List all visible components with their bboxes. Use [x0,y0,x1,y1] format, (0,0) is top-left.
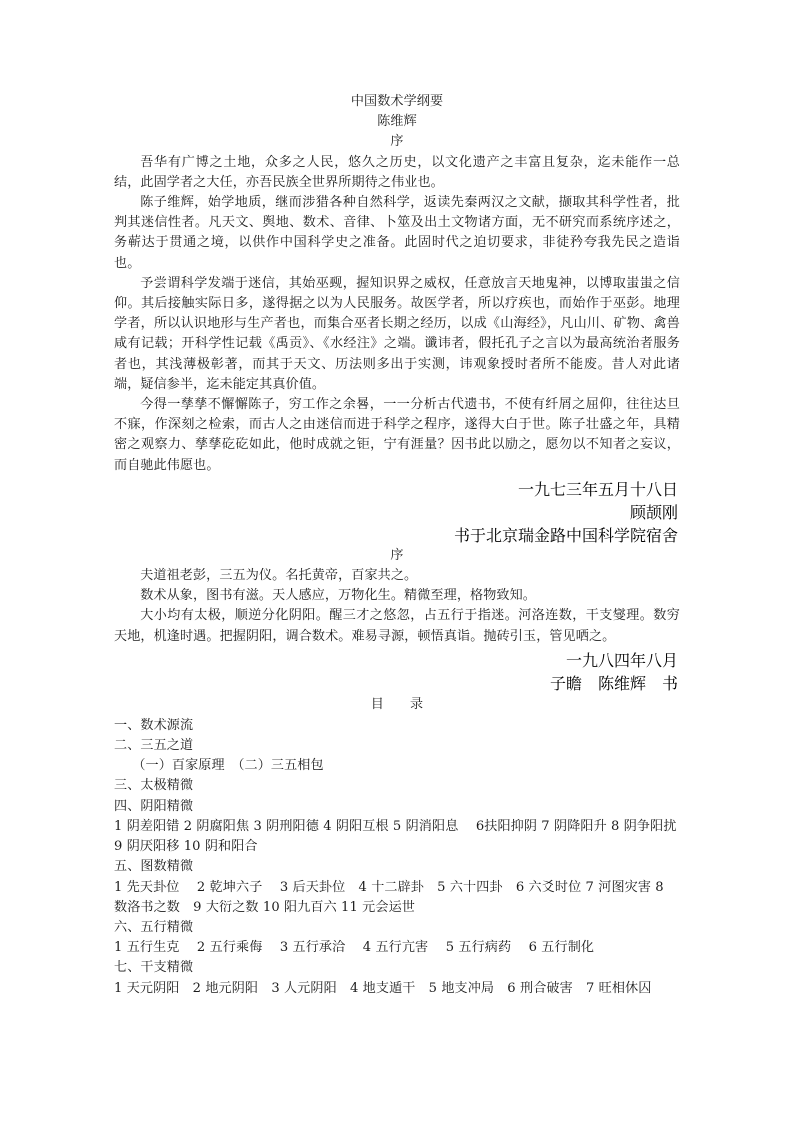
toc-entry-items[interactable]: 1 先天卦位 2 乾坤六子 3 后天卦位 4 十二辟卦 5 六十四卦 6 六爻时位 7 河图灾害 8 数洛书之数 9 大衍之数 10 阳九百六 11 元会运世 [114,879,668,915]
preface1-paragraph-2: 陈子维辉，始学地质，继而涉猎各种自然科学，返读先秦两汉之文献，撷取其科学性者，批判其迷信性者。凡天文、舆地、数术、音律、卜筮及出土文物诸方面，无不研究而系统序述之，务蕲达于贯通之境，以供作中国科学史之准备。此固时代之迫切要求，非徒矜夸我先民之造诣也。 [114,195,680,271]
toc-entry-chapter[interactable]: 七、干支精微 [114,960,194,976]
document-title: 中国数术学纲要 [350,94,444,109]
preface2-sign-date: 一九八四年八月 [565,650,678,670]
preface2-paragraph-3: 大小均有太极，顺逆分化阴阳。醒三才之悠忽，占五行于指迷。河洛连数，干支燮理。数穷天地，机逢时遇。把握阴阳，调合数术。难易寻源，顿悟真诣。抛砖引玉，管见哂之。 [114,608,680,644]
toc-entry-chapter[interactable]: 五、图数精微 [114,859,194,875]
toc-entry-chapter[interactable]: 二、三五之道 [114,738,194,754]
toc-entry-chapter[interactable]: 三、太极精微 [114,778,194,794]
toc-entry-chapter[interactable]: 六、五行精微 [114,919,194,935]
toc-entry-chapter[interactable]: 一、数术源流 [114,717,194,733]
toc-entry-items[interactable]: 1 阴差阳错 2 阴腐阳焦 3 阴刑阳德 4 阴阳互根 5 阴消阳息 6扶阳抑阴 7 阴降阳升 8 阴争阳扰 9 阴厌阳移 10 阴和阳合 [114,818,681,855]
preface1-heading: 序 [390,134,404,150]
toc-entry-chapter[interactable]: 四、阴阳精微 [114,798,194,814]
preface2-sign-name: 子瞻 陈维辉 书 [549,673,678,693]
preface1-sign-date: 一九七三年五月十八日 [517,479,678,499]
preface1-sign-name: 顾颉刚 [629,502,678,522]
toc-list [114,716,680,999]
document-body [114,92,680,999]
preface1-signature [114,477,680,546]
preface2-paragraph-2: 数术从象，图书有滋。天人感应，万物化生。精微至理，格物致知。 [140,588,536,604]
preface2-signature [114,648,680,694]
preface2-heading: 序 [390,547,404,563]
preface1-paragraph-1: 吾华有广博之土地，众多之人民，悠久之历史，以文化遗产之丰富且复杂，迄未能作一总结，此固学者之大任，亦吾民族全世界所期待之伟业也。 [114,154,680,190]
preface1-sign-place: 书于北京瑞金路中国科学院宿舍 [453,525,678,545]
toc-heading-right: 录 [410,696,424,712]
preface2-paragraph-1: 夫道祖老彭，三五为仪。名托黄帝，百家共之。 [140,568,418,584]
toc-heading [114,694,680,716]
toc-heading-left: 目 [370,696,384,712]
toc-entry-sub[interactable]: （一）百家原理 （二）三五相包 [132,758,324,774]
document-author: 陈维辉 [377,114,417,130]
preface1-paragraph-3: 予尝谓科学发端于迷信，其始巫觋，握知识界之威权，任意放言天地鬼神，以博取蚩蚩之信仰。其后接触实际日多，遂得据之以为人民服务。故医学者，所以疗疾也，而始作于巫彭。地理学者，所以认识地形与生产者也，而集合巫者长期之经历，以成《山海经》，凡山川、矿物、禽兽咸有记载；开科学性记载《禹贡》、《水经注》之端。谶讳者，假托孔子之言以为最高统治者服务者也，其浅薄极彰著，而其于天文、历法则多出于实测，讳观象授时者所不能废。昔人对此诸端，疑信参半，迄未能定其真价值。 [114,275,680,392]
preface1-paragraph-4: 今得一孳孳不懈懈陈子，穷工作之余晷，一一分析古代遗书，不使有纤屑之屈仰，往往达旦不寐，作深刻之检索，而古人之由迷信而进于科学之程序，遂得大白于世。陈子壮盛之年，具精密之观察力、孳孳矻矻如此，他时成就之钜，宁有涯量？因书此以励之，愿勿以不知者之妄议，而自驰此伟愿也。 [114,397,680,473]
toc-entry-items[interactable]: 1 天元阴阳 2 地元阴阳 3 人元阴阳 4 地支遁干 5 地支冲局 6 刑合破害 7 旺相休囚 [114,980,652,996]
toc-entry-items[interactable]: 1 五行生克 2 五行乘侮 3 五行承洽 4 五行亢害 5 五行病药 6 五行制化 [114,940,595,956]
